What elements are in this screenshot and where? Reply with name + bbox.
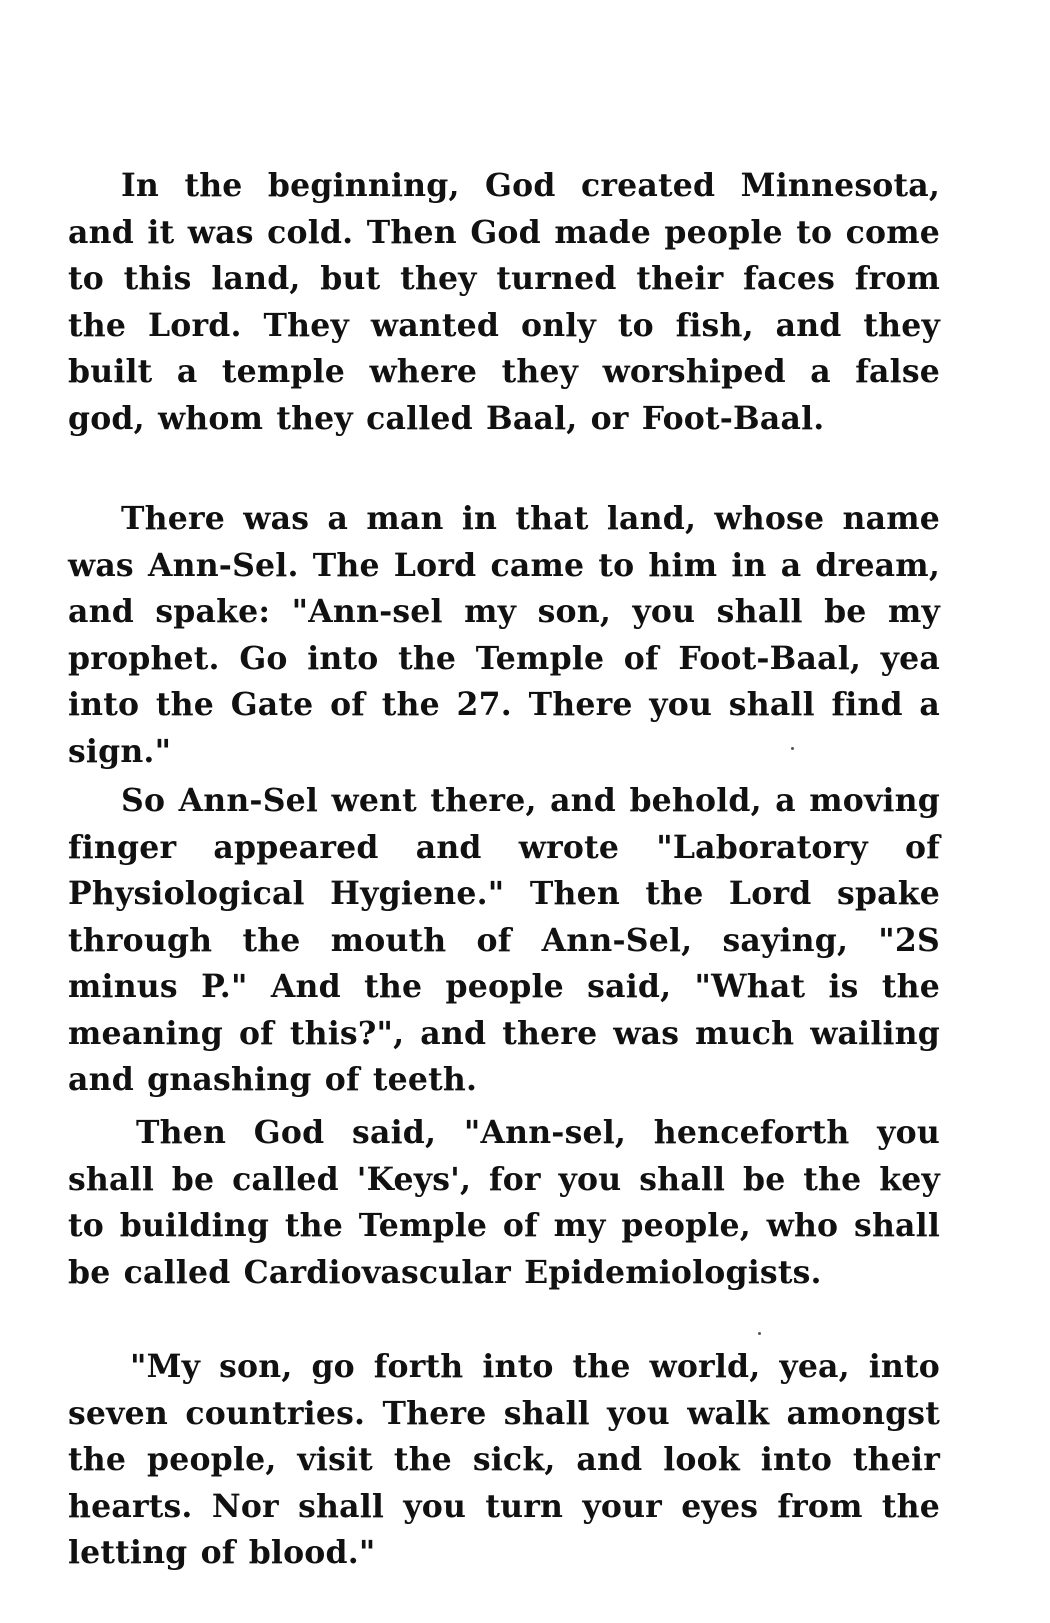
paragraph-2: There was a man in that land, whose name was Ann-Sel. The Lord came to him in a dream, and spake: "Ann-sel my son, you shall be my prophet. Go into the Temple of Foot-Baal, yea into the Gate of the 27. There you shall find a sign."	[68, 500, 940, 770]
paragraph-5: "My son, go forth into the world, yea, into seven countries. There shall you walk amongst the people, visit the sick, and look into their hearts. Nor shall you turn your eyes from the letting of blood."	[68, 1348, 940, 1571]
scan-speck	[758, 1332, 761, 1335]
paragraph-3: So Ann-Sel went there, and behold, a moving finger appeared and wrote "Laboratory of Physiological Hygiene." Then the Lord spake through the mouth of Ann-Sel, saying, "2S minus P." And the people said, "What is the meaning of this?", and there was much wailing and gnashing of teeth.	[68, 782, 940, 1098]
paragraph-1: In the beginning, God created Minnesota, and it was cold. Then God made people to come to this land, but they turned their faces from the Lord. They wanted only to fish, and they built a temple where they worshiped a false god, whom they called Baal, or Foot-Baal.	[68, 167, 940, 437]
scan-speck	[791, 747, 794, 750]
paragraph-4: Then God said, "Ann-sel, henceforth you shall be called 'Keys', for you shall be the key to building the Temple of my people, who shall be called Cardiovascular Epidemiologists.	[68, 1114, 940, 1291]
